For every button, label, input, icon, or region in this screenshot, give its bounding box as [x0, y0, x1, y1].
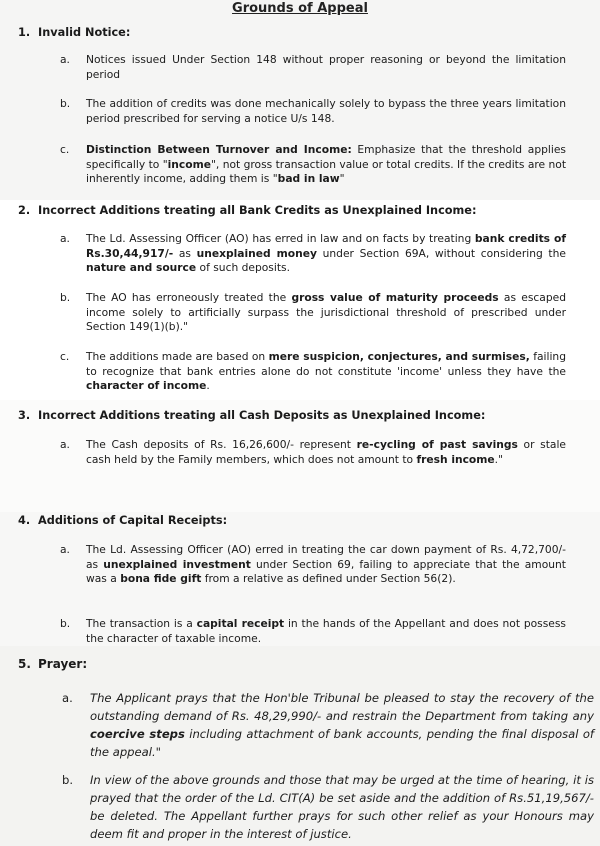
item-text [86, 617, 566, 646]
item-marker: b. [60, 291, 71, 304]
section-title: Incorrect Additions treating all Bank Credits as Unexplained Income: [38, 204, 477, 217]
bold-text: re-cycling of past savings [356, 438, 518, 451]
text-run: In view of the above grounds and those that may be urged at the time of hearing, it is prayed that the order of the Ld. CIT(A) be set aside and the addition of Rs.51,19,567/-be deleted. The Appellant further prays for such other relief as your Honours may deem fit and proper in the interest of justice. [90, 773, 594, 841]
text-run: . [206, 379, 210, 392]
bold-text: income [167, 157, 211, 171]
document-title: Grounds of Appeal [232, 1, 368, 16]
list-item [60, 53, 566, 82]
list-item [60, 543, 566, 587]
item-text [86, 232, 566, 276]
list-item [60, 143, 566, 187]
item-marker: a. [60, 53, 70, 66]
list-item [60, 438, 566, 467]
list-item [60, 232, 566, 276]
section-title: Prayer: [38, 657, 88, 671]
text-run: The addition of credits was done mechanically solely to bypass the three years limitation period prescribed for serving a notice U/s 148. [86, 97, 566, 125]
item-marker: a. [62, 691, 73, 705]
item-marker: b. [60, 97, 71, 110]
text-run: " [339, 172, 345, 185]
section-title: Invalid Notice: [38, 26, 131, 39]
item-marker: c. [60, 350, 70, 363]
item-text [86, 350, 566, 394]
section-heading [18, 514, 227, 527]
list-item [60, 350, 566, 394]
section-heading [18, 409, 485, 422]
text-run: The Cash deposits of Rs. 16,26,600/- represent [86, 438, 357, 451]
text-run: under Section 69A, without considering the [316, 246, 566, 260]
section-heading [18, 204, 477, 217]
bold-text: bank credits of Rs.30,44,917/- [86, 232, 566, 260]
bold-text: bad in law [277, 172, 340, 185]
bold-text: fresh income [416, 452, 495, 466]
text-run: under Section 69, failing to appreciate that the amount was a [86, 557, 566, 585]
item-text [86, 143, 566, 187]
list-item [62, 689, 594, 761]
text-run: The additions made are based on [86, 350, 269, 363]
text-run: or stale cash held by the Family members, which does not amount to [86, 438, 566, 466]
text-run: failing to recognize that bank entries alone do not constitute 'income' unless they have the [86, 350, 566, 378]
item-text [86, 97, 566, 126]
bold-text: unexplained investment [103, 557, 251, 571]
item-text [90, 689, 594, 761]
text-run: of such deposits. [196, 261, 291, 274]
item-marker: a. [60, 438, 70, 451]
item-marker: c. [60, 143, 70, 156]
text-run: including attachment of bank accounts, pending the final disposal of the appeal." [90, 727, 594, 759]
text-run: Notices issued Under Section 148 without proper reasoning or beyond the limitation period [86, 53, 566, 81]
section-number: 4. [18, 514, 31, 527]
section-heading [18, 26, 130, 39]
text-run: ", not gross transaction value or total credits. If the credits are not inherently income, adding them is " [86, 157, 567, 185]
text-run: in the hands of the Appellant and does not possess the character of taxable income. [86, 617, 566, 645]
item-text [86, 543, 566, 587]
text-run: The Applicant prays that the Hon'ble Tribunal be pleased to stay the recovery of the outstanding demand of Rs. 48,29,990/- and restrain the Department from taking any [90, 691, 594, 723]
list-item [62, 771, 594, 843]
bold-text: gross value of maturity proceeds [291, 291, 499, 304]
text-run: The Ld. Assessing Officer (AO) erred in treating the car down payment of Rs. 4,72,700/- as [86, 543, 566, 571]
bold-text: bona fide gift [120, 572, 202, 585]
bold-text: Distinction Between Turnover and Income: [86, 143, 352, 156]
item-marker: b. [62, 773, 74, 787]
text-run: The transaction is a [86, 617, 197, 630]
bold-text: character of income [86, 379, 207, 392]
text-run: as [173, 246, 197, 260]
item-text [86, 291, 566, 335]
bold-text: capital receipt [196, 617, 285, 630]
item-text [86, 438, 566, 467]
list-item [60, 97, 566, 126]
text-run: Emphasize that the threshold applies specifically to " [86, 143, 566, 171]
list-item [60, 617, 566, 646]
text-run: The Ld. Assessing Officer (AO) has erred in law and on facts by treating [86, 232, 475, 245]
text-run: ." [494, 452, 503, 466]
item-marker: b. [60, 617, 71, 630]
section-number: 5. [18, 657, 31, 671]
item-text [86, 53, 566, 82]
section-title: Additions of Capital Receipts: [38, 514, 228, 527]
section-heading [18, 657, 87, 671]
section-number: 2. [18, 204, 31, 217]
text-run: as escaped income solely to artificially surpass the jurisdictional threshold of prescribed under Section 149(1)(b)." [86, 291, 566, 333]
section-title: Incorrect Additions treating all Cash Deposits as Unexplained Income: [38, 409, 486, 422]
item-text [90, 771, 594, 843]
section-number: 3. [18, 409, 31, 422]
item-marker: a. [60, 232, 70, 245]
item-marker: a. [60, 543, 70, 556]
bold-text: unexplained money [196, 246, 317, 260]
bold-text: coercive steps [90, 727, 185, 741]
section-number: 1. [18, 26, 31, 39]
text-run: from a relative as defined under Section 56(2). [201, 572, 456, 585]
text-run: The AO has erroneously treated the [86, 291, 292, 304]
bold-text: mere suspicion, conjectures, and surmises, [268, 350, 530, 363]
list-item [60, 291, 566, 335]
bold-text: nature and source [86, 261, 197, 274]
